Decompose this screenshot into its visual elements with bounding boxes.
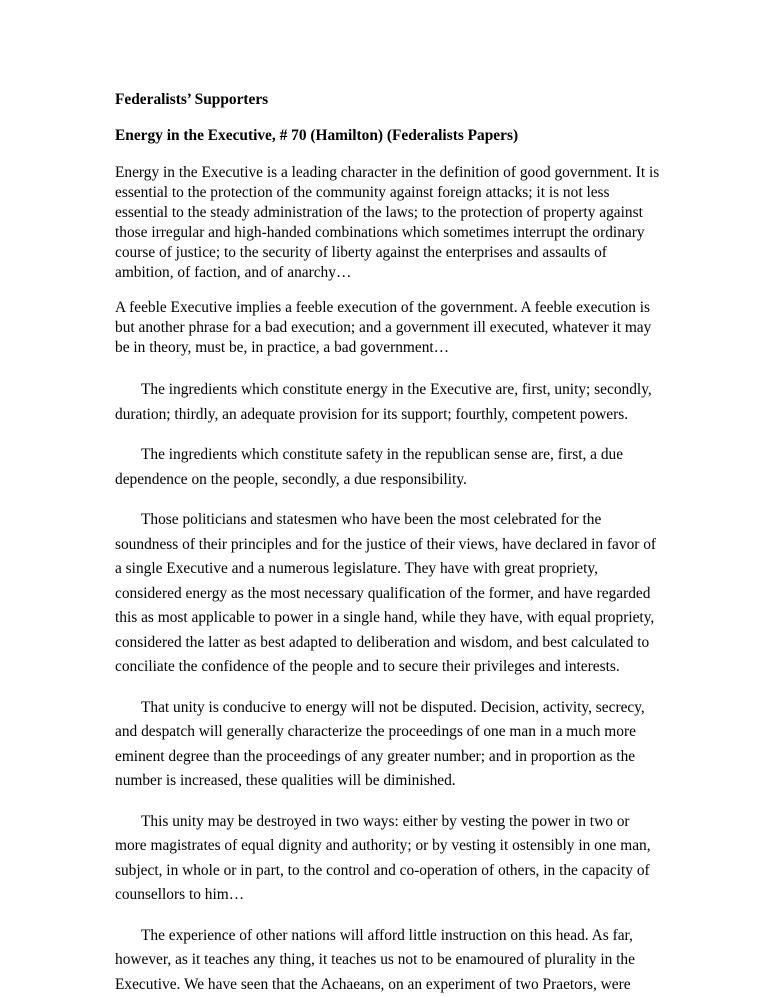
paragraph-8: The experience of other nations will afford little instruction on this head. As far, however, as it teaches any thing, it teaches us not to be enamoured of plurality in the Executive. We have seen that the Achaeans, on an experiment of two Praetors, were — [115, 924, 660, 997]
document-page — [115, 90, 660, 997]
paragraph-7: This unity may be destroyed in two ways: either by vesting the power in two or more magistrates of equal dignity and authority; or by vesting it ostensibly in one man, subject, in whole or in part, to the control and co-operation of others, in the capacity of counsellors to him… — [115, 810, 660, 908]
paragraph-3: The ingredients which constitute energy in the Executive are, first, unity; secondly, duration; thirdly, an adequate provision for its support; fourthly, competent powers. — [115, 378, 660, 427]
section-heading: Federalists’ Supporters — [115, 90, 660, 110]
paragraph-5: Those politicians and statesmen who have been the most celebrated for the soundness of their principles and for the justice of their views, have declared in favor of a single Executive and a numerous legislature. They have with great propriety, considered energy as the most necessary qualification of the former, and have regarded this as most applicable to power in a single hand, while they have, with equal propriety, considered the latter as best adapted to deliberation and wisdom, and best calculated to conciliate the confidence of the people and to secure their privileges and interests. — [115, 508, 660, 680]
document-title: Energy in the Executive, # 70 (Hamilton) (Federalists Papers) — [115, 126, 660, 146]
paragraph-2: A feeble Executive implies a feeble execution of the government. A feeble execution is but another phrase for a bad execution; and a government ill executed, whatever it may be in theory, must be, in practice, a bad government… — [115, 298, 660, 358]
paragraph-6: That unity is conducive to energy will not be disputed. Decision, activity, secrecy, and despatch will generally characterize the proceedings of one man in a much more eminent degree than the proceedings of any greater number; and in proportion as the number is increased, these qualities will be diminished. — [115, 696, 660, 794]
paragraph-1: Energy in the Executive is a leading character in the definition of good government. It is essential to the protection of the community against foreign attacks; it is not less essential to the steady administration of the laws; to the protection of property against those irregular and high-handed combinations which sometimes interrupt the ordinary course of justice; to the security of liberty against the enterprises and assaults of ambition, of faction, and of anarchy… — [115, 163, 660, 283]
paragraph-4: The ingredients which constitute safety in the republican sense are, first, a due dependence on the people, secondly, a due responsibility. — [115, 443, 660, 492]
